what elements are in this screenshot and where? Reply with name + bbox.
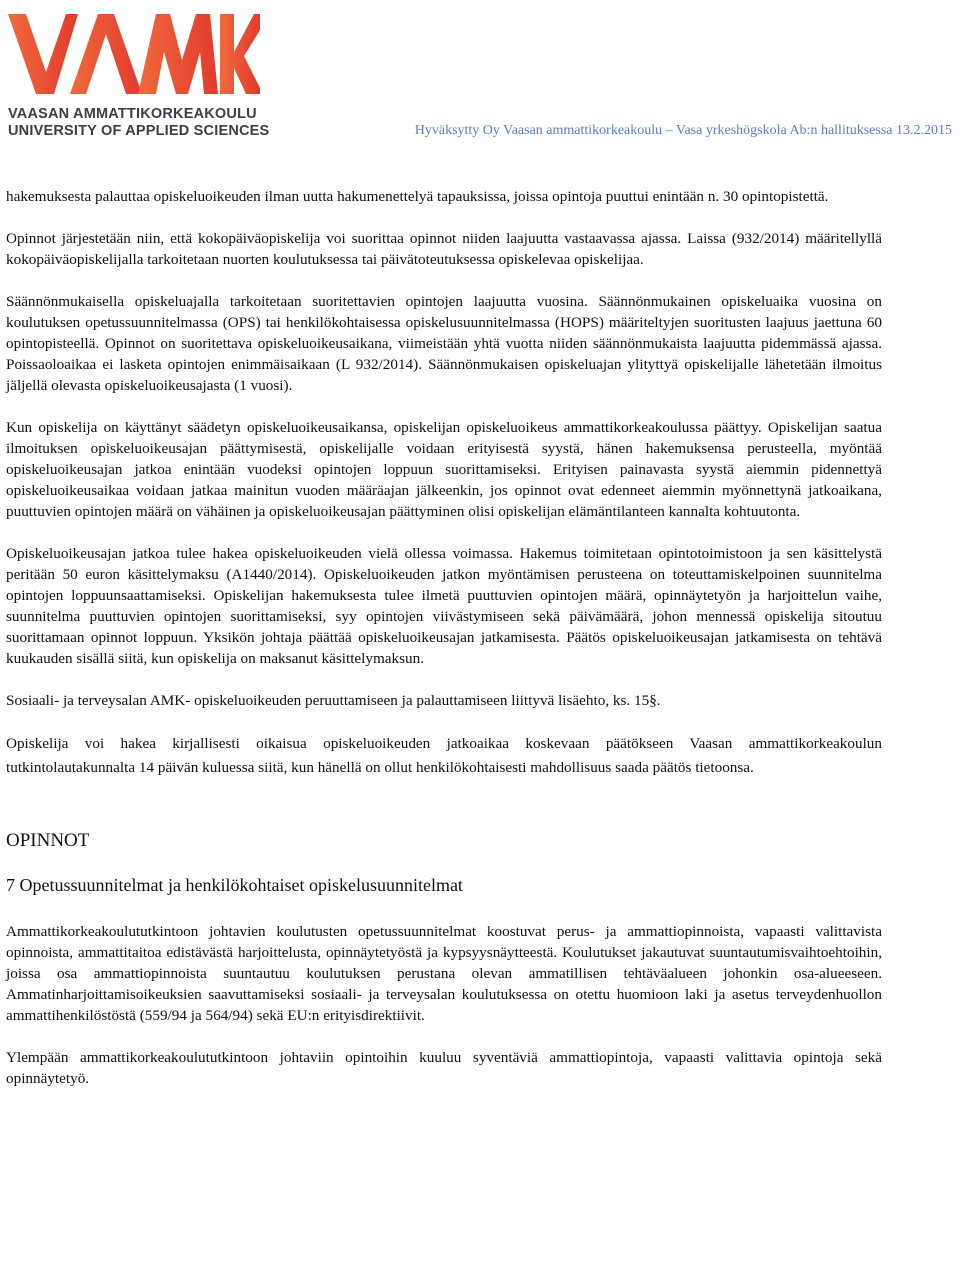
paragraph: Opiskeluoikeusajan jatkoa tulee hakea opiskeluoikeuden vielä ollessa voimassa. Hakemus toimitetaan opintotoimistoon ja sen käsittelystä peritään 50 euron käsittelymaksu (A1440/2014). Opiskeluoikeuden jatkon myöntämisen perusteena on toteuttamiskelpoinen suunnitelma opintojen loppuunsaattamiseksi. Opiskelijan hakemuksesta tulee ilmetä puuttuvien opintojen määrä, opinnäytetyön ja harjoittelun vaihe, suunnitelma puuttuvien opintojen suorittamiseksi, syy opintojen viivästymiseen sekä päivämäärä, johon mennessä opiskelija sitoutuu suorittamaan opinnot loppuun. Yksikön johtaja päättää opiskeluoikeusajan jatkamisesta. Päätös opiskeluoikeusajan jatkamisesta on tehtävä kuukauden sisällä siitä, kun opiskelija on maksanut käsittelymaksun. — [6, 545, 882, 667]
paragraph: Säännönmukaisella opiskeluajalla tarkoitetaan suoritettavien opintojen laajuutta vuosina. Säännönmukainen opiskeluaika vuosina on koulutuksen opetussuunnitelmassa (OPS) tai henkilökohtaisessa opiskelusuunnitelmassa (HOPS) määriteltyjen suoritusten laajuus jaettuna 60 opintopisteellä. Opinnot on suoritettava opiskeluoikeusaikana, viimeistään yhtä vuotta niiden säännönmukaista laajuutta pidemmässä ajassa. Poissaoloaikaa ei lasketa opintojen enimmäisaikaan (L 932/2014). Säännönmukaisen opiskeluajan ylityttyä opiskelijalle lähetetään ilmoitus jäljellä olevasta opiskeluoikeusajasta (1 vuosi). — [6, 293, 882, 394]
logo-line-english: UNIVERSITY OF APPLIED SCIENCES — [8, 123, 270, 139]
paragraph: Opiskelija voi hakea kirjallisesti oikaisua opiskeluoikeuden jatkoaikaa koskevaan päätökseen Vaasan ammattikorkeakoulun tutkintolautakunnalta 14 päivän kuluessa siitä, kun hänellä on ollut henkilökohtaisesti mahdollisuus saada päätös tietoonsa. — [6, 735, 882, 776]
paragraph: Ylempään ammattikorkeakoulututkintoon johtaviin opintoihin kuuluu syventäviä ammattiopintoja, vapaasti valittavia opintoja sekä opinnäytetyö. — [6, 1049, 882, 1087]
document-body — [6, 186, 882, 1110]
vamk-logo-mark — [6, 8, 260, 100]
vamk-logo — [6, 8, 270, 143]
section-heading: OPINNOT — [6, 830, 90, 851]
paragraph: Ammattikorkeakoulututkintoon johtavien koulutusten opetussuunnitelmat koostuvat perus- ja ammattiopinnoista, vapaasti valittavista opinnoista, ammattitaitoa edistävästä harjoittelusta, opinnäytetyöstä ja kypsyysnäytteestä. Koulutukset jakautuvat suuntautumisvaihtoehtoihin, joissa osa ammattiopinnoista suuntautuu koulutuksen perustana olevan ammatillisen tehtäväalueen johonkin osa-alueeseen. Ammatinharjoittamisoikeuksien saavuttamiseksi sosiaali- ja terveysalan koulutuksessa on otettu huomioon laki ja asetus terveydenhuollon ammattihenkilöstöstä (559/94 ja 564/94) sekä EU:n erityisdirektiivit. — [6, 923, 882, 1024]
paragraph: Sosiaali- ja terveysalan AMK- opiskeluoikeuden peruuttamiseen ja palauttamiseen liittyvä lisäehto, ks. 15§. — [6, 692, 661, 709]
paragraph: Opinnot järjestetään niin, että kokopäiväopiskelija voi suorittaa opinnot niiden laajuutta vastaavassa ajassa. Laissa (932/2014) määritellyllä kokopäiväopiskelijalla tarkoitetaan nuorten koulutuksessa tai päivätoteutuksessa opiskelevaa opiskelijaa. — [6, 230, 882, 268]
logo-line-finnish: VAASAN AMMATTIKORKEAKOULU — [8, 106, 257, 122]
paragraph: Kun opiskelija on käyttänyt säädetyn opiskeluoikeusaikansa, opiskelijan opiskeluoikeus ammattikorkeakoulussa päättyy. Opiskelijan saatua ilmoituksen opiskeluoikeusajan päättymisestä, opiskelijalle voidaan erityisestä syystä, hänen hakemuksensa perusteella, myöntää opiskeluoikeusajan jatkoa enintään vuodeksi opintojen loppuun suorittamiseksi. Erityisen painavasta syystä aiemmin pidennettyä opiskeluoikeusaikaa voidaan jatkaa mainitun vuoden määräajan jälkeenkin, jos opinnot ovat edenneet aiemmin myönnettynä jatkoaikana, puuttuvien opintojen määrä on vähäinen ja opiskeluoikeusajan päättyminen olisi opiskelijan elämäntilanteen kannalta kohtuutonta. — [6, 419, 882, 520]
paragraph: hakemuksesta palauttaa opiskeluoikeuden ilman uutta hakumenettelyä tapauksissa, joissa opintoja puuttui enintään n. 30 opintopistettä. — [6, 188, 829, 205]
chapter-heading: 7 Opetussuunnitelmat ja henkilökohtaiset opiskelusuunnitelmat — [6, 875, 463, 895]
approval-note: Hyväksytty Oy Vaasan ammattikorkeakoulu – Vasa yrkeshögskola Ab:n hallituksessa 13.2.2015 — [414, 123, 952, 138]
